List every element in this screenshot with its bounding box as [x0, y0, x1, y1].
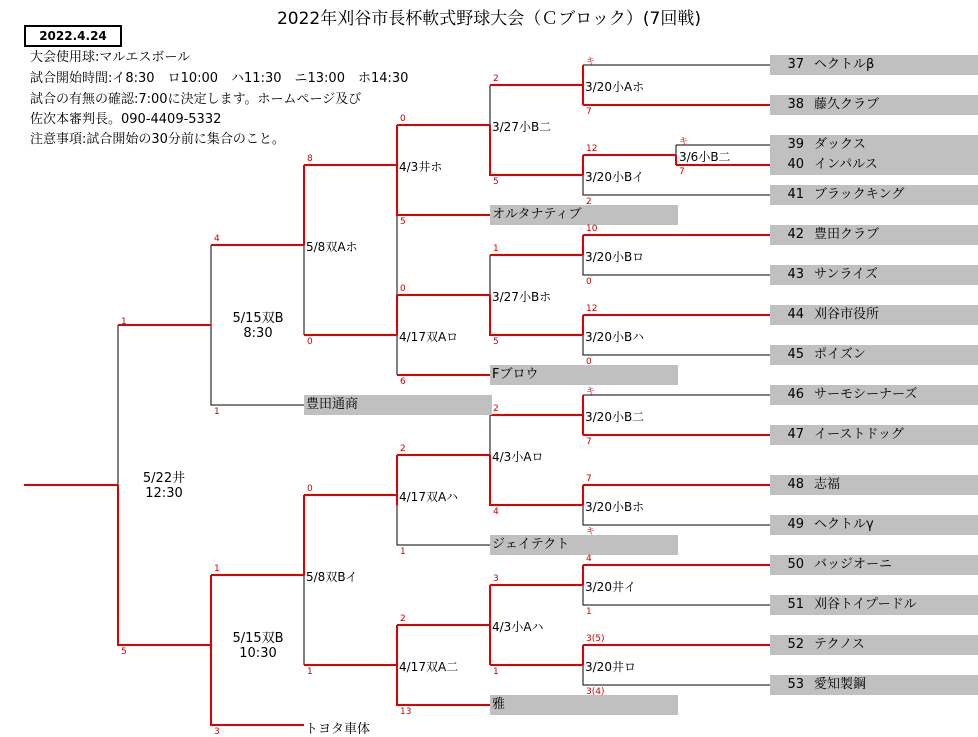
match-label: 3/20小Aホ: [585, 80, 645, 94]
team-name: ダックス: [814, 137, 866, 152]
team-entry: [770, 55, 978, 75]
team-name: 志福: [814, 477, 841, 492]
match-time: 12:30: [145, 486, 183, 501]
seeded-team: 豊田通商: [304, 395, 492, 415]
team-name: インパルス: [814, 157, 878, 172]
score: 1: [493, 667, 499, 677]
score: キ: [586, 57, 596, 67]
score: 1: [493, 244, 499, 254]
team-name: テクノス: [814, 637, 865, 652]
match-label: 3/20井イ: [585, 580, 636, 594]
score: 3: [493, 574, 499, 584]
team-entry: [770, 385, 978, 405]
score: 0: [307, 484, 313, 494]
score: 7: [586, 437, 592, 447]
team-entry: [770, 135, 978, 155]
score: 3(5): [586, 634, 605, 644]
team-number: 38: [787, 97, 804, 112]
team-entry: [770, 345, 978, 365]
score: 3(4): [586, 687, 605, 697]
page-title: 2022年刈谷市長杯軟式野球大会（Ｃブロック）(7回戦): [276, 9, 701, 29]
team-entry: [770, 425, 978, 445]
match-label: [124, 467, 204, 501]
score: 5: [121, 647, 127, 657]
team-name: 刈谷トイプードル: [814, 597, 917, 612]
match-label: [218, 307, 298, 341]
team-number: 48: [787, 477, 804, 492]
team-number: 42: [787, 227, 804, 242]
score: 12: [586, 304, 598, 314]
info-notes: 注意事項:試合開始の30分前に集合のこと。: [30, 132, 285, 147]
team-number: 43: [787, 267, 804, 282]
info-ball: 大会使用球:マルエスボール: [30, 50, 191, 65]
team-name: ポイズン: [814, 347, 866, 362]
team-entry: [770, 515, 978, 535]
info-confirmation: 試合の有無の確認:7:00に決定します。ホームページ及び: [30, 92, 362, 107]
match-label: 3/20小Bイ: [585, 170, 645, 184]
team-entry: [770, 95, 978, 115]
team-entry: [770, 475, 978, 495]
match-label: 3/6小B二: [679, 150, 731, 164]
match-label: 5/8双Bイ: [306, 570, 358, 584]
match-label: 4/17双Aロ: [399, 330, 459, 344]
score: 0: [307, 337, 313, 347]
team-entry: [770, 265, 978, 285]
team-entry: [770, 225, 978, 245]
team-number: 44: [787, 307, 804, 322]
score: 2: [400, 614, 406, 624]
match-label: 4/3小Aロ: [492, 450, 544, 464]
team-number: 51: [787, 597, 804, 612]
seeded-team: 雅: [490, 695, 678, 715]
team-number: 41: [787, 187, 804, 202]
match-label: 4/17双A二: [399, 660, 459, 674]
match-time: 10:30: [239, 646, 277, 661]
match-label: [218, 627, 298, 661]
score: キ: [586, 387, 596, 397]
score: 2: [586, 197, 592, 207]
team-number: 49: [787, 517, 804, 532]
score: 1: [214, 564, 220, 574]
match-label: 3/20小Bロ: [585, 250, 645, 264]
score: キ: [679, 137, 689, 147]
team-name: 刈谷市役所: [814, 307, 880, 322]
tournament-date: 2022.4.24: [24, 25, 122, 47]
score: 0: [400, 284, 406, 294]
match-time: 8:30: [243, 326, 273, 341]
match-label: 3/20小Bホ: [585, 500, 645, 514]
match-label: 5/8双Aホ: [306, 240, 358, 254]
team-name: 愛知製鋼: [814, 677, 867, 692]
match-label: 4/17双Aハ: [399, 490, 459, 504]
match-label: 3/27小B二: [492, 120, 552, 134]
team-number: 37: [787, 57, 804, 72]
score: 5: [493, 337, 499, 347]
team-name: ヘクトルγ: [814, 517, 874, 532]
team-number: 50: [787, 557, 804, 572]
score: 1: [400, 547, 406, 557]
score: 0: [400, 114, 406, 124]
team-entry: [770, 305, 978, 325]
team-entry: [770, 635, 978, 655]
seeded-team: ジェイテクト: [490, 535, 678, 555]
score: 5: [400, 217, 406, 227]
score: 12: [586, 144, 598, 154]
team-number: 47: [787, 427, 804, 442]
info-start-times: 試合開始時間:イ8:30 ロ10:00 ハ11:30 ニ13:00 ホ14:30: [30, 71, 409, 86]
team-entry: [770, 185, 978, 205]
score: 1: [307, 667, 313, 677]
score: 7: [586, 474, 592, 484]
score: 4: [493, 507, 499, 517]
score: 4: [586, 554, 592, 564]
team-entry: [770, 155, 978, 175]
score: 7: [586, 107, 592, 117]
info-umpire: 佐次本審判長。090-4409-5332: [30, 112, 222, 127]
score: 2: [493, 404, 499, 414]
team-number: 52: [787, 637, 804, 652]
match-label: 3/20小B二: [585, 410, 645, 424]
match-label: 4/3小Aハ: [492, 620, 544, 634]
score: 8: [307, 154, 313, 164]
team-name: サーモシーナーズ: [814, 387, 918, 402]
team-entry: [770, 595, 978, 615]
team-name: 豊田クラブ: [814, 227, 880, 242]
score: キ: [586, 527, 596, 537]
team-number: 46: [787, 387, 804, 402]
match-date: 5/22井: [142, 471, 186, 486]
team-name: 藤久クラブ: [814, 97, 880, 112]
score: 13: [400, 707, 412, 717]
team-number: 40: [787, 157, 804, 172]
score: 1: [214, 407, 220, 417]
team-name: バッジオーニ: [814, 557, 893, 572]
team-name: イーストドッグ: [814, 427, 904, 442]
score: 6: [400, 377, 406, 387]
team-name: ヘクトルβ: [814, 57, 875, 72]
match-label: 3/27小Bホ: [492, 290, 552, 304]
score: 1: [121, 317, 127, 327]
score: 1: [586, 607, 592, 617]
match-date: 5/15双B: [232, 311, 284, 326]
match-label: 4/3井ホ: [399, 160, 443, 174]
match-date: 5/15双B: [232, 631, 284, 646]
score: 3: [214, 727, 220, 737]
match-label: 3/20小Bハ: [585, 330, 645, 344]
team-number: 45: [787, 347, 804, 362]
team-number: 53: [787, 677, 804, 692]
team-entry: [770, 555, 978, 575]
seeded-team: Fブロウ: [490, 365, 678, 385]
team-entry: [770, 675, 978, 695]
match-label: 3/20井ロ: [585, 660, 636, 674]
team-name: ブラックキング: [814, 187, 905, 202]
score: 10: [586, 224, 598, 234]
score: 2: [493, 74, 499, 84]
score: 4: [214, 234, 220, 244]
score: 0: [586, 277, 592, 287]
score: 2: [400, 444, 406, 454]
score: 5: [493, 177, 499, 187]
score: 7: [679, 167, 685, 177]
score: 0: [586, 357, 592, 367]
seeded-team: トヨタ車体: [305, 722, 371, 737]
team-name: サンライズ: [814, 267, 878, 282]
team-number: 39: [787, 137, 804, 152]
seeded-team: オルタナティブ: [490, 205, 678, 225]
